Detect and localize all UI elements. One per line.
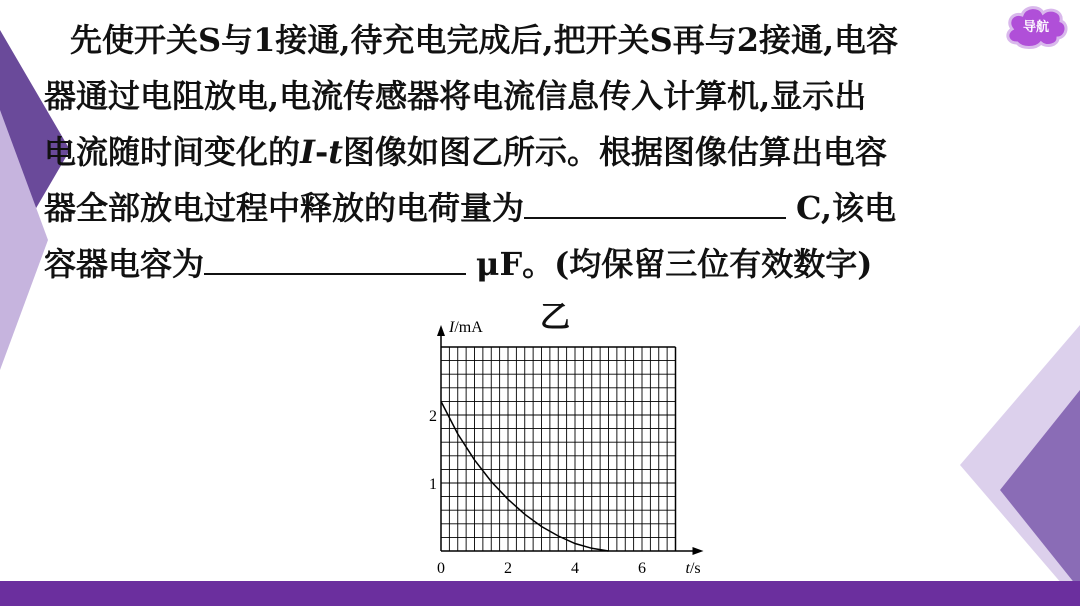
question-line-1: 先使开关S与1接通,待充电完成后,把开关S再与2接通,电容: [70, 21, 899, 59]
y-axis-arrow: [437, 325, 445, 336]
x-axis-arrow: [693, 547, 704, 555]
question-line-4: 器全部放电过程中释放的电荷量为 C,该电: [44, 180, 1034, 236]
x-tick-label: 4: [571, 560, 579, 577]
x-tick-label: 6: [638, 560, 646, 577]
question-line-2: 器通过电阻放电,电流传感器将电流信息传入计算机,显示出: [44, 77, 867, 115]
x-tick-label: 0: [437, 560, 445, 577]
question-line-3: 电流随时间变化的I-t图像如图乙所示。根据图像估算出电容: [44, 133, 888, 171]
y-tick-label: 1: [429, 476, 437, 493]
navigation-label: 导航: [1022, 20, 1049, 35]
chart-axes: [437, 325, 704, 555]
x-axis-label: t/s: [685, 560, 701, 577]
chart-grid: [441, 347, 676, 551]
question-line-5: 容器电容为 μF。(均保留三位有效数字): [44, 236, 1034, 292]
figure-label: 乙: [540, 300, 570, 335]
x-tick-label: 2: [504, 560, 512, 577]
y-axis-label: I/mA: [449, 319, 483, 336]
y-tick-label: 2: [429, 408, 437, 425]
